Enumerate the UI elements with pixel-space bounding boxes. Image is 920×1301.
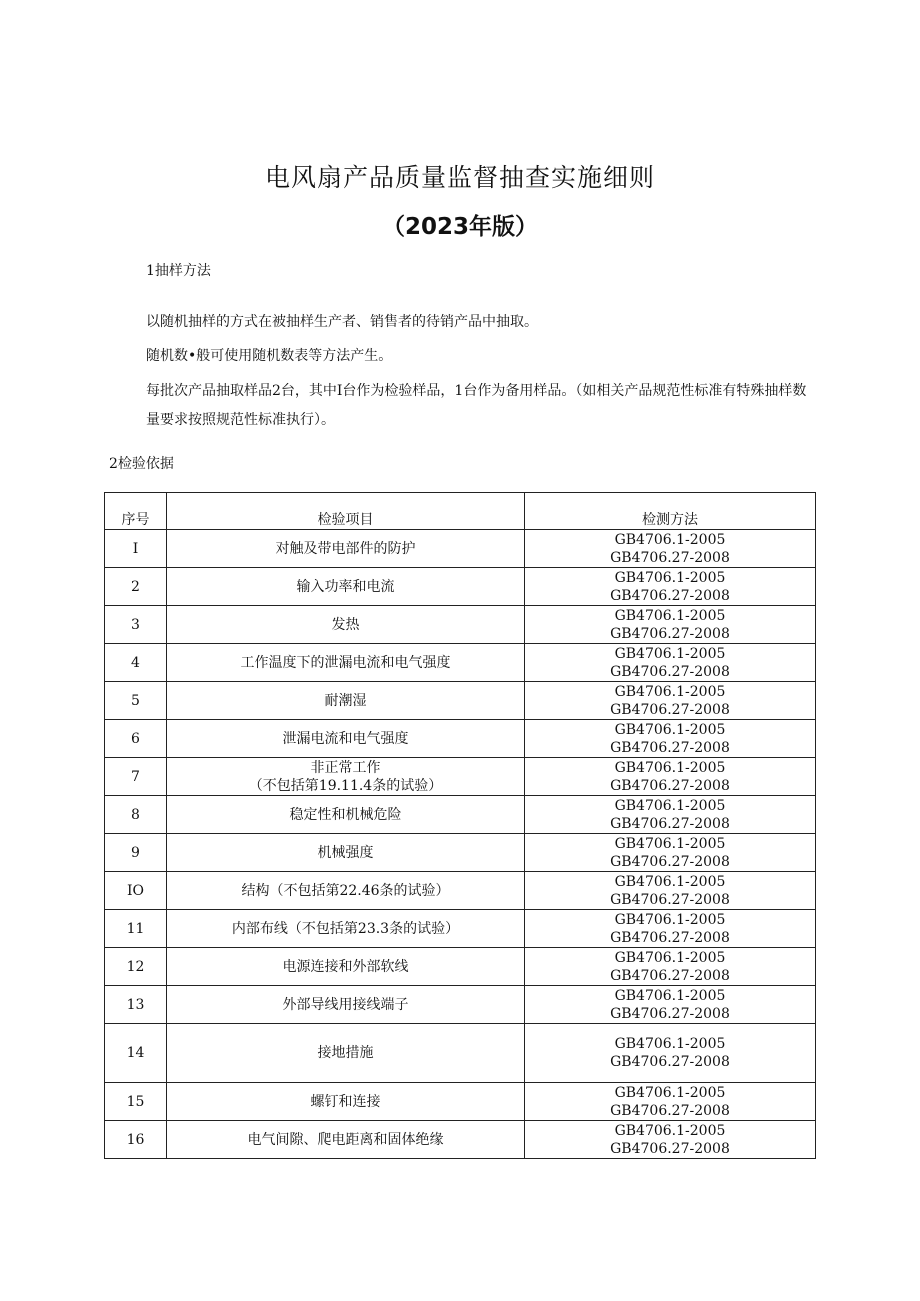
cell-item-line: 电源连接和外部软线 <box>282 958 409 975</box>
table-row <box>105 1024 816 1083</box>
method-standard-1: GB4706.1-2005 <box>614 721 726 738</box>
cell-item <box>167 530 525 568</box>
cell-item-line: 螺钉和连接 <box>310 1093 381 1110</box>
cell-item <box>167 682 525 720</box>
cell-method <box>525 1024 816 1083</box>
cell-item <box>167 796 525 834</box>
method-standard-1: GB4706.1-2005 <box>614 759 726 776</box>
paragraph-random-number: 随机数•般可使用随机数表等方法产生。 <box>146 348 393 364</box>
method-standard-2: GB4706.27-2008 <box>610 929 730 946</box>
cell-method <box>525 720 816 758</box>
cell-item <box>167 1024 525 1083</box>
cell-method <box>525 568 816 606</box>
table-row <box>105 910 816 948</box>
cell-method <box>525 872 816 910</box>
cell-no: 15 <box>105 1083 167 1121</box>
cell-method <box>525 796 816 834</box>
method-standard-2: GB4706.27-2008 <box>610 967 730 984</box>
table-row <box>105 682 816 720</box>
cell-item-line: 电气间隙、爬电距离和固体绝缘 <box>247 1131 444 1148</box>
method-standard-1: GB4706.1-2005 <box>614 607 726 624</box>
method-standard-2: GB4706.27-2008 <box>610 815 730 832</box>
table-row <box>105 606 816 644</box>
method-standard-2: GB4706.27-2008 <box>610 853 730 870</box>
header-no: 序号 <box>105 509 167 530</box>
document-title: 电风扇产品质量监督抽查实施细则 <box>264 163 655 192</box>
header-method: 检测方法 <box>525 509 816 530</box>
cell-no: 4 <box>105 644 167 682</box>
cell-method <box>525 644 816 682</box>
table-row <box>105 758 816 796</box>
method-standard-2: GB4706.27-2008 <box>610 1140 730 1157</box>
cell-no: 8 <box>105 796 167 834</box>
cell-no: 9 <box>105 834 167 872</box>
cell-item-line: 结构（不包括第22.46条的试验） <box>241 882 450 899</box>
method-standard-2: GB4706.27-2008 <box>610 891 730 908</box>
method-standard-1: GB4706.1-2005 <box>614 797 726 814</box>
cell-item <box>167 872 525 910</box>
method-standard-2: GB4706.27-2008 <box>610 587 730 604</box>
cell-item <box>167 644 525 682</box>
cell-item <box>167 758 525 796</box>
cell-item <box>167 834 525 872</box>
method-standard-2: GB4706.27-2008 <box>610 625 730 642</box>
table-row <box>105 530 816 568</box>
method-standard-1: GB4706.1-2005 <box>614 569 726 586</box>
cell-no: 11 <box>105 910 167 948</box>
cell-method <box>525 834 816 872</box>
cell-item <box>167 910 525 948</box>
paragraph-sample-quantity <box>146 377 816 435</box>
inspection-table <box>104 492 816 1159</box>
section1-heading: 1抽样方法 <box>146 263 211 279</box>
cell-item <box>167 948 525 986</box>
cell-method <box>525 758 816 796</box>
method-standard-1: GB4706.1-2005 <box>614 949 726 966</box>
method-standard-1: GB4706.1-2005 <box>614 987 726 1004</box>
method-standard-1: GB4706.1-2005 <box>614 1084 726 1101</box>
cell-no: 6 <box>105 720 167 758</box>
cell-item-line: 耐潮湿 <box>324 692 367 709</box>
document-subtitle: （2023年版） <box>381 214 538 240</box>
method-standard-1: GB4706.1-2005 <box>614 645 726 662</box>
method-standard-1: GB4706.1-2005 <box>614 1122 726 1139</box>
cell-item <box>167 1121 525 1159</box>
cell-no: 2 <box>105 568 167 606</box>
cell-method <box>525 530 816 568</box>
table-row <box>105 796 816 834</box>
method-standard-2: GB4706.27-2008 <box>610 1005 730 1022</box>
method-standard-1: GB4706.1-2005 <box>614 873 726 890</box>
cell-no: IO <box>105 872 167 910</box>
cell-item-line: 外部导线用接线端子 <box>282 996 409 1013</box>
cell-no: 16 <box>105 1121 167 1159</box>
method-standard-1: GB4706.1-2005 <box>614 683 726 700</box>
cell-item <box>167 1083 525 1121</box>
cell-no: 5 <box>105 682 167 720</box>
cell-method <box>525 948 816 986</box>
paragraph-sample-quantity-text: 每批次产品抽取样品2台，其中I台作为检验样品，1台作为备用样品。（如相关产品规范性标准有特殊抽样数量要求按照规范性标准执行）。 <box>146 383 807 428</box>
cell-item-line: 机械强度 <box>317 844 374 861</box>
method-standard-2: GB4706.27-2008 <box>610 701 730 718</box>
cell-item <box>167 986 525 1024</box>
table-top-gap <box>105 493 816 510</box>
cell-item-line: 工作温度下的泄漏电流和电气强度 <box>240 654 451 671</box>
paragraph-sampling-method: 以随机抽样的方式在被抽样生产者、销售者的待销产品中抽取。 <box>146 314 538 330</box>
cell-method <box>525 1083 816 1121</box>
cell-item-line: 发热 <box>331 616 360 633</box>
table-row <box>105 720 816 758</box>
cell-item-line: 非正常工作 <box>310 759 381 776</box>
cell-item-line: 稳定性和机械危险 <box>289 806 402 823</box>
cell-no: I <box>105 530 167 568</box>
cell-no: 14 <box>105 1024 167 1083</box>
method-standard-1: GB4706.1-2005 <box>614 531 726 548</box>
method-standard-2: GB4706.27-2008 <box>610 1102 730 1119</box>
cell-item-line: 接地措施 <box>317 1045 374 1061</box>
table-row <box>105 872 816 910</box>
cell-no: 13 <box>105 986 167 1024</box>
cell-item-line: 对触及带电部件的防护 <box>275 540 416 557</box>
method-standard-1: GB4706.1-2005 <box>614 1036 726 1052</box>
method-standard-2: GB4706.27-2008 <box>610 739 730 756</box>
cell-item-line: 泄漏电流和电气强度 <box>282 730 409 747</box>
section2-heading: 2检验依据 <box>109 456 174 472</box>
cell-method <box>525 1121 816 1159</box>
method-standard-1: GB4706.1-2005 <box>614 835 726 852</box>
cell-method <box>525 682 816 720</box>
table-row <box>105 1083 816 1121</box>
method-standard-1: GB4706.1-2005 <box>614 911 726 928</box>
method-standard-2: GB4706.27-2008 <box>610 549 730 566</box>
table-row <box>105 948 816 986</box>
cell-method <box>525 986 816 1024</box>
cell-item-line-2: （不包括第19.11.4条的试验） <box>248 777 443 794</box>
table-row <box>105 644 816 682</box>
cell-no: 12 <box>105 948 167 986</box>
method-standard-2: GB4706.27-2008 <box>610 777 730 794</box>
table-row <box>105 568 816 606</box>
table-row <box>105 986 816 1024</box>
method-standard-2: GB4706.27-2008 <box>610 663 730 680</box>
header-item: 检验项目 <box>167 509 525 530</box>
cell-no: 7 <box>105 758 167 796</box>
cell-item <box>167 606 525 644</box>
table-row <box>105 1121 816 1159</box>
table-row <box>105 834 816 872</box>
cell-item-line: 内部布线（不包括第23.3条的试验） <box>231 920 460 937</box>
cell-item <box>167 568 525 606</box>
method-standard-2: GB4706.27-2008 <box>610 1054 730 1070</box>
cell-item <box>167 720 525 758</box>
cell-method <box>525 910 816 948</box>
cell-method <box>525 606 816 644</box>
table-header-row <box>105 509 816 530</box>
cell-no: 3 <box>105 606 167 644</box>
cell-item-line: 输入功率和电流 <box>296 578 395 595</box>
